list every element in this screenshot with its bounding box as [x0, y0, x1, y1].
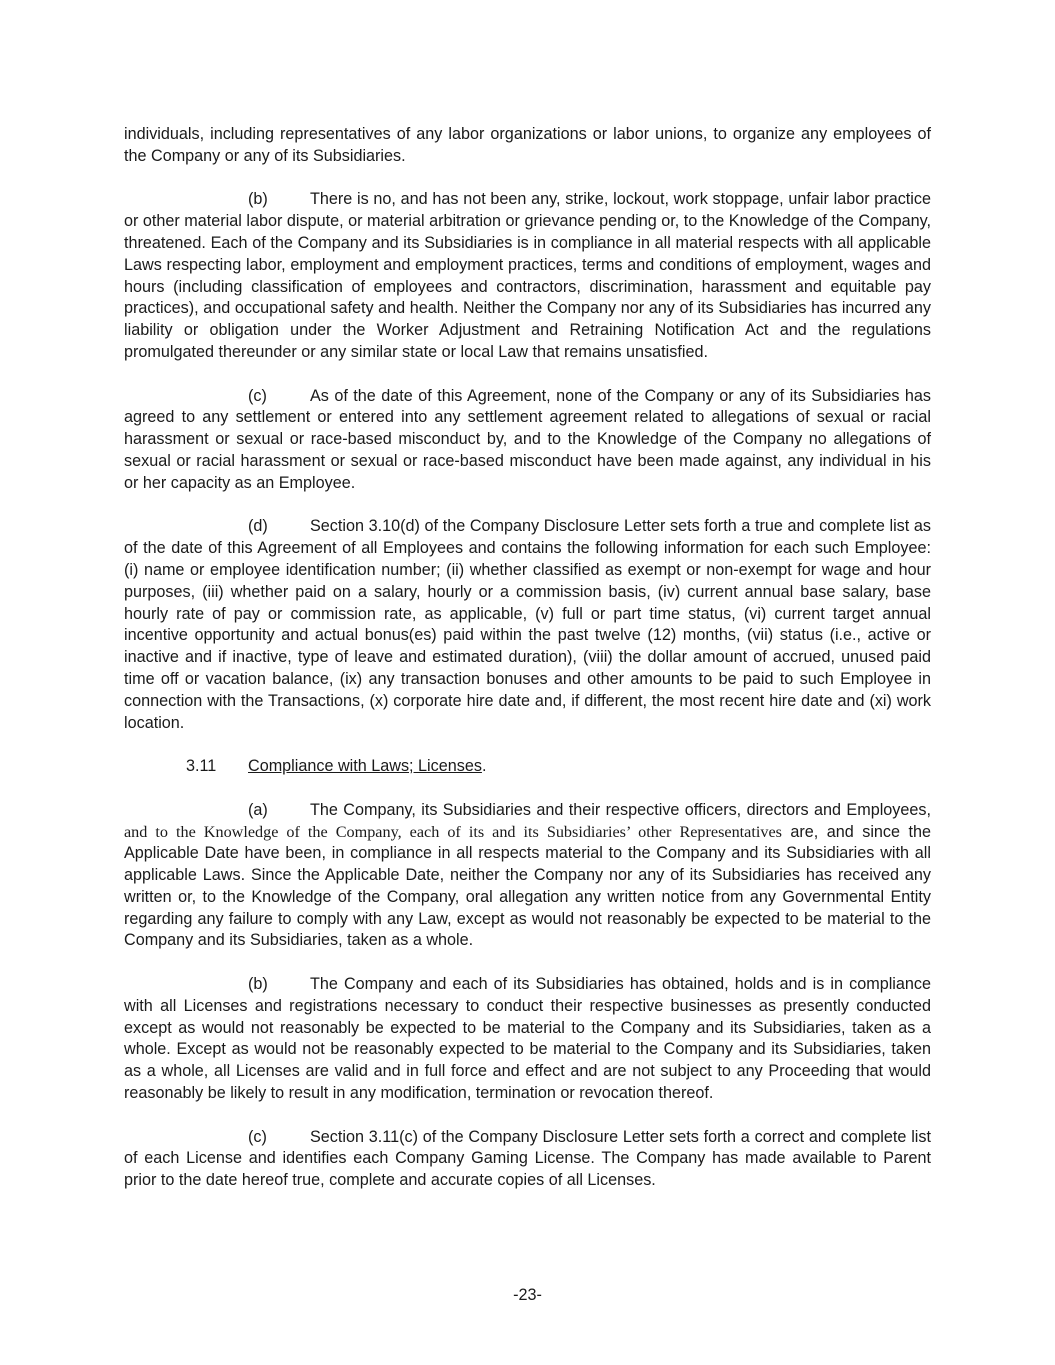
page-number: -23- [513, 1286, 542, 1304]
clause-text: The Company and each of its Subsidiaries has obtained, holds and is in compliance with all Licenses and registrations necessary to conduct their respective businesses as presently conducted except as would not reasonably be expected to be material to the Company and its Subsidiaries, taken as a whole. Except as would not be reasonably expected to be material to the Company and its Subsidiaries, taken as a whole, all Licenses are valid and in full force and effect and are not subject to any Proceeding that would reasonably be likely to result in any modification, termination or revocation thereof. [124, 975, 931, 1103]
section-3-11-b [124, 974, 931, 1105]
section-3-10-b [124, 189, 931, 363]
section-number: 3.11 [186, 757, 217, 776]
document-page [124, 124, 931, 1214]
section-3-10-d [124, 516, 931, 734]
clause-text: Section 3.11(c) of the Company Disclosure Letter sets forth a correct and complete list of each License and identifies each Company Gaming License. The Company has made available to Parent prior to the date hereof true, complete and accurate copies of all Licenses. [124, 1127, 931, 1190]
section-title-period: . [481, 757, 487, 776]
section-3-11-a [124, 800, 931, 953]
clause-text: Section 3.10(d) of the Company Disclosure Letter sets forth a true and complete list as of the date of this Agreement of all Employees and contains the following information for each such Employee: (i) name or employee identification number; (ii) whether classified as exempt or non-exempt for wage and hour purposes, (iii) whether paid on a salary, hourly or a commission basis, (iv) current annual base salary, base hourly rate of pay or commission rate, as applicable, (v) full or part time status, (vi) current target annual incentive opportunity and actual bonus(es) paid within the past twelve (12) months, (vii) status (i.e., active or inactive and if inactive, type of leave and estimated duration), (viii) the dollar amount of accrued, unused paid time off or vacation balance, (ix) any transaction bonuses and other amounts to be paid to such Employee in connection with the Transactions, (x) corporate hire date and, if different, the most recent hire date and (xi) work location. [124, 517, 931, 732]
section-3-11-heading [124, 756, 931, 778]
clause-text: As of the date of this Agreement, none of the Company or any of its Subsidiaries has agreed to any settlement or entered into any settlement agreement related to allegations of sexual or racial harassment or sexual or race-based misconduct by, and to the Knowledge of the Company no allegations of sexual or racial harassment or sexual or race-based misconduct have been made against, any individual in his or her capacity as an Employee. [124, 386, 931, 492]
clause-label: (d) [248, 517, 268, 536]
clause-label: (c) [248, 386, 267, 405]
clause-text-part2: and to the Knowledge of the Company, each of its and its Subsidiaries’ other Representatives [124, 822, 782, 841]
clause-label: (b) [248, 975, 268, 994]
section-3-11-c [124, 1127, 931, 1192]
section-3-10-c [124, 386, 931, 495]
clause-label: (b) [248, 190, 268, 209]
paragraph-continuation-text: individuals, including representatives of any labor organizations or labor unions, to organize any employees of the Company or any of its Subsidiaries. [124, 125, 931, 165]
clause-label: (c) [248, 1127, 267, 1146]
clause-text-part3: are, and since the Applicable Date have been, in compliance in all respects material to the Company and its Subsidiaries with all applicable Laws. Since the Applicable Date, neither the Company nor any of its Subsidiaries has received any written or, to the Knowledge of the Company, oral allegation any written notice from any Governmental Entity regarding any failure to comply with any Law, except as would not reasonably be expected to be material to the Company and its Subsidiaries, taken as a whole. [124, 822, 931, 950]
section-title: Compliance with Laws; Licenses [248, 757, 482, 776]
clause-label: (a) [248, 800, 268, 819]
clause-text: There is no, and has not been any, strike, lockout, work stoppage, unfair labor practice or other material labor dispute, or material arbitration or grievance pending or, to the Knowledge of the Company, threatened. Each of the Company and its Subsidiaries is in compliance in all material respects with all applicable Laws respecting labor, employment and employment practices, terms and conditions of employment, wages and hours (including classification of employees and contractors, discrimination, harassment and equitable pay practices), and occupational safety and health. Neither the Company nor any of its Subsidiaries has incurred any liability or obligation under the Worker Adjustment and Retraining Notification Act and the regulations promulgated thereunder or any similar state or local Law that remains unsatisfied. [124, 190, 931, 361]
paragraph-continuation [124, 124, 931, 168]
clause-text-part1: The Company, its Subsidiaries and their respective officers, directors and Employees, [310, 800, 931, 819]
